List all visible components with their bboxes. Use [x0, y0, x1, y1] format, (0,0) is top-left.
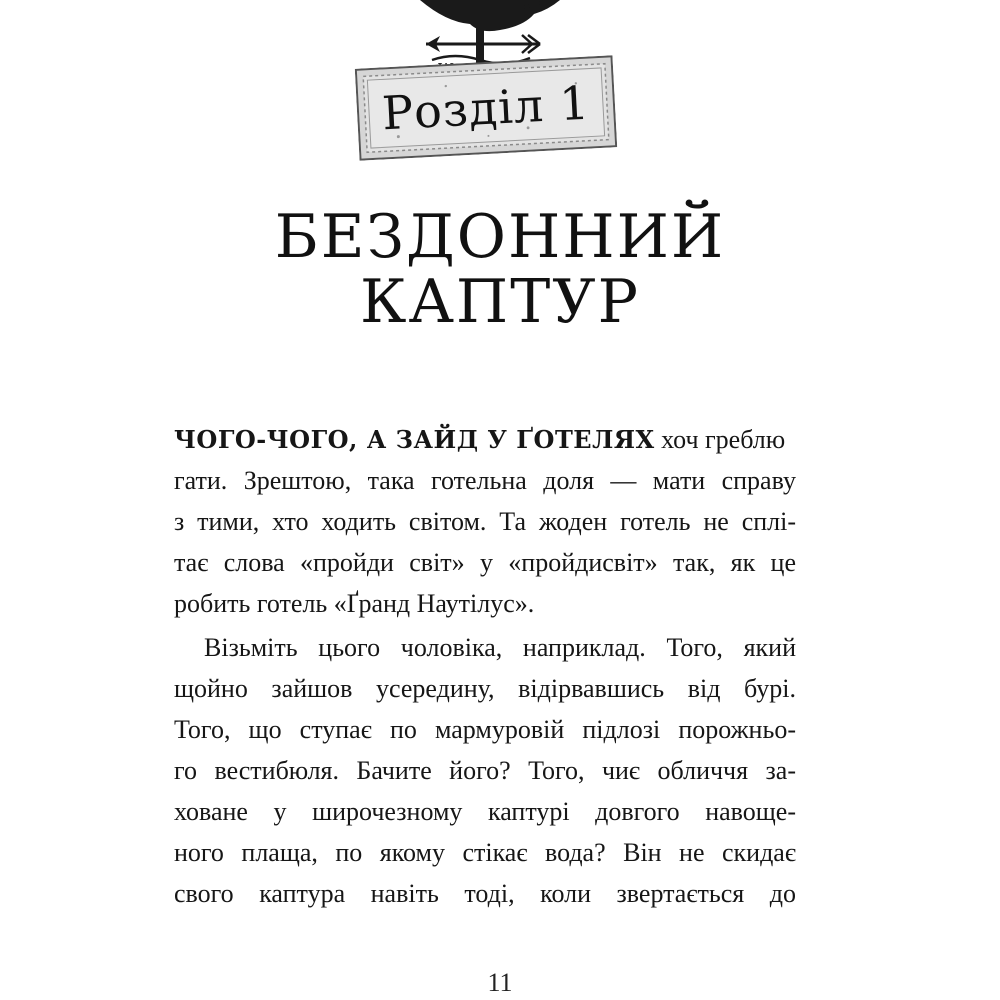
- paragraph-1-line-2: гати. Зрештою, така готельна доля — мати справу: [174, 466, 796, 495]
- paragraph-2-line-7: свого каптура навіть тоді, коли звертається до: [174, 879, 796, 908]
- line-1-rest: хоч греблю: [661, 425, 786, 454]
- paragraph-2-line-4: го вестибюля. Бачите його? Того, чиє обличчя за-: [174, 756, 796, 785]
- paragraph-2-line-6: ного плаща, по якому стікає вода? Він не скидає: [174, 838, 796, 867]
- paragraph-1-line-3: з тими, хто ходить світом. Та жоден готель не сплі-: [174, 507, 796, 536]
- paragraph-1-line-5: робить готель «Ґранд Наутілус».: [174, 589, 535, 618]
- chapter-plate: [355, 55, 617, 160]
- paragraph-1-line-1: [174, 420, 796, 460]
- paragraph-2-line-3: Того, що ступає по мармуровій підлозі порожньо-: [174, 715, 796, 744]
- paragraph-2-line-5: ховане у широчезному каптурі довгого навоще-: [174, 797, 796, 826]
- chapter-title-line-2: КАПТУР: [360, 267, 640, 337]
- chapter-title-line-1: БЕЗДОННИЙ: [274, 202, 726, 272]
- page-number: 11: [487, 968, 513, 997]
- chapter-label: Розділ 1: [380, 75, 592, 141]
- paragraph-2-line-1: Візьміть цього чоловіка, наприклад. Того, який: [204, 633, 796, 662]
- paragraph-2-line-2: щойно зайшов усередину, відірвавшись від бурі.: [174, 674, 796, 703]
- lead-in-caps: ЧОГО-ЧОГО, А ЗАЙД У ҐОТЕЛЯХ: [174, 425, 655, 454]
- paragraph-1-line-4: тає слова «пройди світ» у «пройдисвіт» так, як це: [174, 548, 796, 577]
